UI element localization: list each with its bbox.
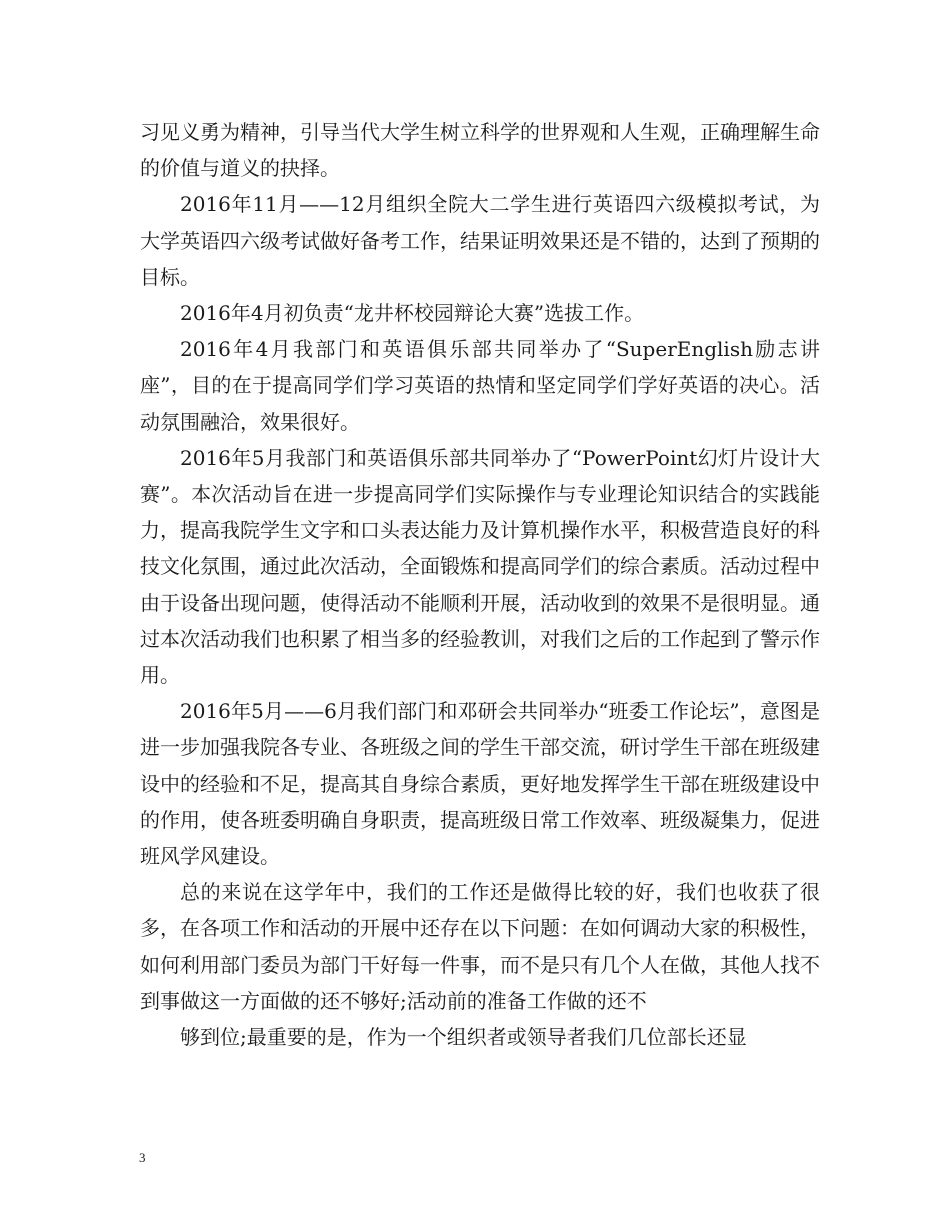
paragraph-3: 2016年4月初负责“龙井杯校园辩论大赛”选拔工作。 [180,301,645,326]
document-body [140,114,820,1055]
page-number: 3 [139,1150,146,1165]
paragraph-1: 习见义勇为精神，引导当代大学生树立科学的世界观和人生观，正确理解生命的价值与道义的抉择。 [140,120,820,181]
paragraph-4: 2016年4月我部门和英语俱乐部共同举办了“SuperEnglish励志讲座”，目的在于提高同学们学习英语的热情和坚定同学们学好英语的决心。活动氛围融洽，效果很好。 [140,337,820,434]
paragraph-6: 2016年5月——6月我们部门和邓研会共同举办“班委工作论坛”，意图是进一步加强我院各专业、各班级之间的学生干部交流，研讨学生干部在班级建设中的经验和不足，提高其自身综合素质，更好地发挥学生干部在班级建设中的作用，使各班委明确自身职责，提高班级日常工作效率、班级凝集力，促进班风学风建设。 [140,699,820,869]
paragraph-8: 够到位;最重要的是，作为一个组织者或领导者我们几位部长还显 [180,1025,747,1050]
paragraph-7: 总的来说在这学年中，我们的工作还是做得比较的好，我们也收获了很多，在各项工作和活动的开展中还存在以下问题：在如何调动大家的积极性，如何利用部门委员为部门干好每一件事，而不是只有几个人在做，其他人找不到事做这一方面做的还不够好;活动前的准备工作做的还不 [140,880,820,1013]
paragraph-5: 2016年5月我部门和英语俱乐部共同举办了“PowerPoint幻灯片设计大赛”。本次活动旨在进一步提高同学们实际操作与专业理论知识结合的实践能力，提高我院学生文字和口头表达能力及计算机操作水平，积极营造良好的科技文化氛围，通过此次活动，全面锻炼和提高同学们的综合素质。活动过程中由于设备出现问题，使得活动不能顺利开展，活动收到的效果不是很明显。通过本次活动我们也积累了相当多的经验教训，对我们之后的工作起到了警示作用。 [140,445,820,688]
paragraph-2: 2016年11月——12月组织全院大二学生进行英语四六级模拟考试，为大学英语四六级考试做好备考工作，结果证明效果还是不错的，达到了预期的目标。 [140,192,820,289]
